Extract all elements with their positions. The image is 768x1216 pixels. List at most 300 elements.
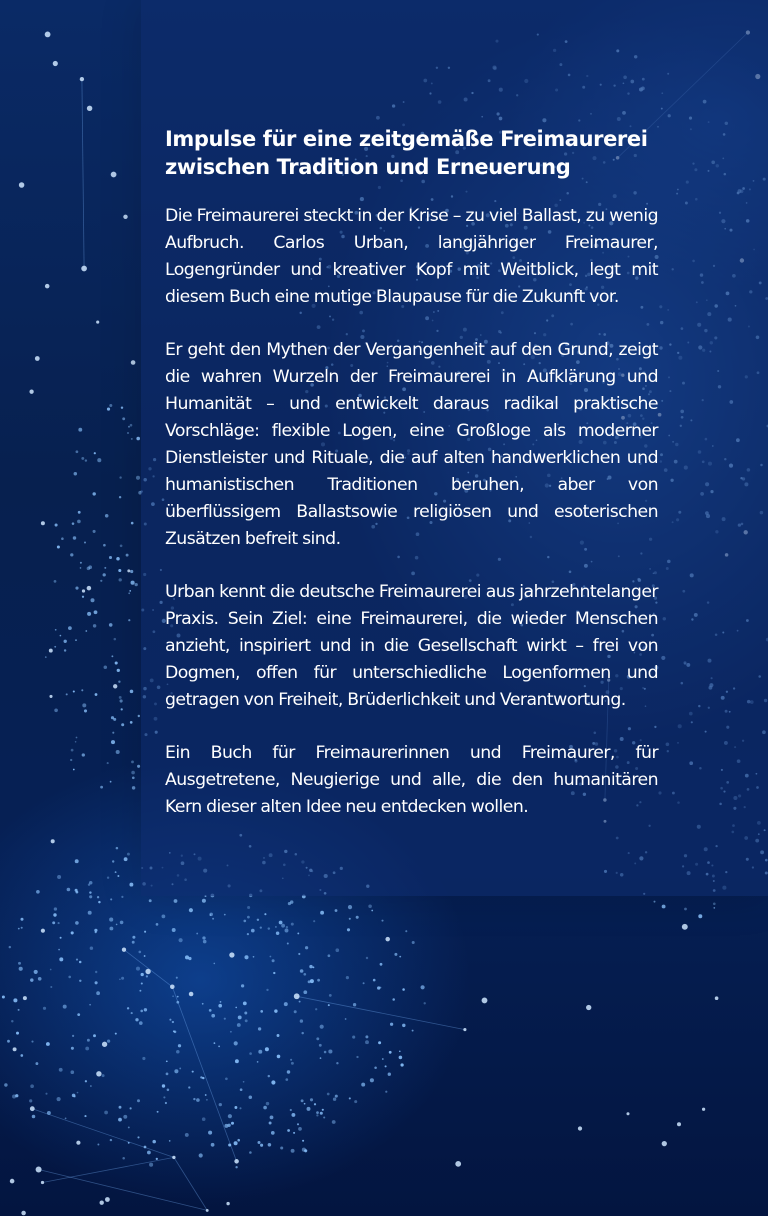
network-dot	[90, 946, 93, 949]
network-dot	[92, 492, 95, 495]
network-dot	[95, 693, 98, 696]
network-dot	[260, 926, 262, 928]
network-dot	[131, 581, 135, 585]
network-dot	[136, 437, 140, 441]
network-dot	[81, 457, 84, 460]
network-dot	[302, 1140, 304, 1142]
network-dot	[257, 1141, 260, 1144]
network-dot	[251, 929, 255, 933]
network-dot	[45, 1093, 47, 1095]
network-dot	[271, 1131, 275, 1135]
network-node	[21, 1211, 26, 1216]
network-dot	[346, 976, 349, 979]
network-dot	[247, 916, 250, 919]
network-dot	[290, 900, 293, 903]
network-dot	[294, 1010, 297, 1013]
network-dot	[129, 590, 131, 592]
network-dot	[11, 1020, 13, 1022]
network-dot	[128, 619, 130, 621]
network-dot	[281, 924, 285, 928]
network-dot	[156, 923, 159, 926]
network-dot	[269, 956, 271, 958]
network-dot	[75, 921, 79, 925]
network-dot	[50, 969, 52, 971]
network-line	[43, 1157, 174, 1182]
network-node	[482, 997, 488, 1003]
network-dot	[118, 1118, 122, 1122]
network-dot	[293, 1132, 295, 1134]
network-dot	[211, 1143, 215, 1147]
network-node	[455, 1161, 461, 1167]
network-dot	[224, 1018, 226, 1020]
network-dot	[55, 523, 58, 526]
network-node	[80, 77, 84, 81]
network-dot	[335, 909, 338, 912]
network-dot	[119, 476, 121, 478]
network-dot	[140, 1010, 143, 1013]
network-dot	[165, 1102, 167, 1104]
network-dot	[388, 1073, 391, 1076]
network-dot	[100, 786, 103, 789]
network-dot	[266, 1102, 269, 1105]
network-dot	[89, 895, 92, 898]
network-dot	[139, 1021, 143, 1025]
network-dot	[176, 1050, 180, 1054]
network-dot	[102, 1074, 105, 1077]
network-dot	[290, 1059, 292, 1061]
network-dot	[85, 630, 87, 632]
network-dot	[121, 977, 124, 980]
network-dot	[213, 963, 215, 965]
network-dot	[230, 1031, 232, 1033]
network-dot	[131, 761, 134, 764]
network-dot	[349, 918, 351, 920]
network-dot	[121, 896, 123, 898]
network-node	[172, 1156, 175, 1159]
network-dot	[2, 995, 5, 998]
network-dot	[19, 967, 23, 971]
network-dot	[228, 1143, 231, 1146]
network-dot	[113, 718, 116, 721]
network-dot	[214, 1042, 216, 1044]
network-dot	[179, 938, 183, 942]
network-dot	[309, 965, 312, 968]
network-dot	[114, 638, 117, 641]
network-dot	[166, 1060, 168, 1062]
network-node	[677, 1122, 681, 1126]
network-dot	[116, 750, 120, 754]
network-node	[41, 521, 45, 525]
network-dot	[20, 918, 23, 921]
headline-line-1: Impulse für eine zeitgemäße Freimaurerei	[165, 127, 648, 151]
network-dot	[249, 1095, 253, 1099]
network-dot	[271, 1080, 275, 1084]
network-dot	[103, 573, 106, 576]
network-dot	[349, 1097, 351, 1099]
network-dot	[38, 977, 42, 981]
network-dot	[320, 911, 324, 915]
network-dot	[137, 1136, 139, 1138]
network-dot	[120, 699, 123, 702]
network-dot	[46, 1042, 50, 1046]
network-node	[45, 32, 51, 38]
network-node	[49, 649, 53, 653]
network-dot	[18, 962, 21, 965]
network-dot	[335, 1095, 338, 1098]
network-dot	[166, 1073, 169, 1076]
network-node	[87, 106, 92, 111]
network-dot	[76, 891, 79, 894]
network-dot	[172, 1021, 174, 1023]
network-dot	[78, 428, 82, 432]
network-dot	[75, 741, 77, 743]
network-dot	[81, 689, 83, 691]
network-dot	[297, 1123, 299, 1125]
network-dot	[224, 914, 226, 916]
network-dot	[328, 1004, 330, 1006]
network-dot	[119, 496, 121, 498]
network-dot	[87, 1039, 90, 1042]
network-dot	[149, 899, 152, 902]
network-dot	[389, 1051, 392, 1054]
network-dot	[373, 979, 376, 982]
network-dot	[119, 1106, 122, 1109]
network-dot	[107, 1039, 110, 1042]
network-dot	[97, 1144, 99, 1146]
network-dot	[95, 981, 98, 984]
network-dot	[18, 928, 20, 930]
network-dot	[58, 949, 60, 951]
network-dot	[144, 1146, 147, 1149]
network-dot	[89, 1004, 91, 1006]
network-dot	[80, 567, 82, 569]
network-line	[124, 950, 172, 987]
network-node	[10, 1179, 15, 1184]
network-dot	[356, 916, 359, 919]
network-dot	[162, 1084, 165, 1087]
network-dot	[291, 1113, 295, 1117]
network-dot	[380, 963, 383, 966]
network-dot	[234, 1106, 237, 1109]
network-node	[131, 360, 136, 365]
network-node	[189, 992, 194, 997]
network-dot	[316, 1111, 319, 1114]
network-dot	[36, 890, 40, 894]
network-dot	[322, 1109, 324, 1111]
network-dot	[52, 921, 55, 924]
network-node	[111, 172, 117, 178]
network-dot	[243, 1081, 245, 1083]
network-dot	[345, 1018, 347, 1020]
network-dot	[32, 1115, 36, 1119]
network-dot	[121, 406, 123, 408]
network-node	[29, 390, 33, 394]
network-dot	[111, 655, 113, 657]
network-dot	[196, 1098, 200, 1102]
network-node	[127, 569, 130, 572]
network-node	[229, 952, 234, 957]
network-dot	[313, 920, 315, 922]
network-dot	[127, 853, 130, 856]
network-dot	[394, 953, 397, 956]
network-dot	[131, 522, 134, 525]
network-dot	[328, 954, 331, 957]
network-dot	[312, 966, 314, 968]
network-dot	[235, 1059, 239, 1063]
network-dot	[654, 901, 656, 903]
network-dot	[347, 928, 350, 931]
network-dot	[228, 1114, 232, 1118]
network-dot	[336, 1062, 338, 1064]
network-dot	[274, 1009, 277, 1012]
network-dot	[206, 1099, 208, 1101]
network-dot	[90, 1085, 92, 1087]
blurb	[165, 125, 658, 847]
network-dot	[144, 931, 146, 933]
network-dot	[310, 1098, 313, 1101]
network-dot	[70, 1070, 74, 1074]
network-dot	[104, 1111, 108, 1115]
network-dot	[136, 967, 140, 971]
network-dot	[110, 781, 112, 783]
network-dot	[67, 888, 71, 892]
network-dot	[75, 859, 79, 863]
network-dot	[169, 1019, 171, 1021]
network-dot	[127, 1007, 129, 1009]
network-dot	[304, 1103, 306, 1105]
network-node	[41, 1181, 44, 1184]
network-dot	[299, 1001, 301, 1003]
network-dot	[305, 946, 308, 949]
network-line	[32, 1109, 174, 1158]
network-dot	[132, 936, 135, 939]
headline	[165, 125, 658, 181]
network-dot	[174, 1069, 178, 1073]
network-dot	[16, 1032, 19, 1035]
network-dot	[225, 1077, 228, 1080]
network-dot	[93, 530, 96, 533]
network-dot	[76, 450, 79, 453]
network-dot	[60, 937, 62, 939]
network-dot	[307, 1107, 311, 1111]
network-dot	[363, 982, 365, 984]
network-dot	[35, 1062, 38, 1065]
paragraph-audience: Ein Buch für Freimaurerinnen und Freimaurer, für Ausgetretene, Neugierige und alle, die den humanitären Kern dieser alten Idee neu entdecken wollen.	[165, 743, 658, 817]
network-dot	[47, 1111, 51, 1115]
network-dot	[54, 646, 56, 648]
network-dot	[405, 930, 407, 932]
network-node	[36, 1167, 42, 1173]
network-dot	[84, 542, 86, 544]
network-node	[113, 684, 117, 688]
network-dot	[96, 991, 100, 995]
network-node	[123, 215, 127, 219]
network-dot	[120, 921, 124, 925]
network-dot	[188, 1086, 190, 1088]
network-dot	[333, 1098, 336, 1101]
network-dot	[77, 1092, 79, 1094]
network-dot	[118, 681, 120, 683]
network-dot	[684, 908, 687, 911]
network-node	[87, 586, 92, 591]
network-dot	[87, 567, 91, 571]
network-dot	[303, 973, 306, 976]
network-dot	[174, 1030, 177, 1033]
network-dot	[129, 883, 133, 887]
network-dot	[130, 570, 133, 573]
network-node	[226, 1202, 229, 1205]
network-dot	[218, 1004, 222, 1008]
network-dot	[243, 920, 246, 923]
network-dot	[280, 1146, 283, 1149]
network-dot	[135, 583, 138, 586]
network-dot	[324, 1051, 327, 1054]
network-dot	[132, 776, 135, 779]
network-line	[174, 1157, 207, 1210]
network-dot	[220, 1001, 222, 1003]
network-dot	[211, 1014, 215, 1018]
network-dot	[124, 857, 128, 861]
network-dot	[348, 905, 352, 909]
network-dot	[85, 459, 87, 461]
network-dot	[176, 1001, 179, 1004]
network-dot	[119, 978, 121, 980]
network-dot	[29, 1099, 32, 1102]
network-dot	[78, 511, 81, 514]
network-dot	[239, 1107, 241, 1109]
network-dot	[79, 961, 82, 964]
network-dot	[50, 986, 52, 988]
network-dot	[172, 995, 174, 997]
network-dot	[268, 1075, 270, 1077]
network-node	[682, 924, 688, 930]
network-dot	[82, 703, 86, 707]
network-dot	[275, 926, 277, 928]
network-dot	[276, 932, 279, 935]
network-dot	[30, 1084, 34, 1088]
network-dot	[301, 1032, 303, 1034]
network-dot	[122, 417, 125, 420]
network-dot	[80, 562, 82, 564]
network-dot	[121, 723, 124, 726]
network-dot	[139, 990, 141, 992]
network-node	[96, 321, 99, 324]
network-dot	[291, 923, 294, 926]
network-dot	[116, 557, 120, 561]
network-dot	[202, 899, 206, 903]
network-dot	[235, 1007, 237, 1009]
network-dot	[79, 980, 81, 982]
network-dot	[100, 580, 102, 582]
network-dot	[237, 1023, 241, 1027]
network-dot	[332, 1120, 336, 1124]
network-dot	[179, 1067, 181, 1069]
network-dot	[356, 1056, 358, 1058]
network-dot	[662, 905, 666, 909]
network-dot	[131, 1012, 133, 1014]
network-dot	[328, 1049, 332, 1053]
network-node	[23, 996, 27, 1000]
network-dot	[18, 1009, 20, 1011]
network-dot	[109, 556, 112, 559]
paragraph-roots: Er geht den Mythen der Vergangenheit auf den Grund, zeigt die wahren Wurzeln der Freimaurerei in Aufklärung und Humanität – und entwickelt daraus radikal praktische Vorschläge: flexible Logen, eine Großloge als moderner Dienstleister und Rituale, die auf alten handwerklichen und humanistischen Traditionen beruhen, aber von überflüssigem Ballastsowie religiösen und esoterischen Zusätzen befreit sind.	[165, 340, 658, 549]
network-dot	[31, 1041, 33, 1043]
network-dot	[209, 1009, 212, 1012]
network-dot	[65, 1118, 67, 1120]
network-dot	[335, 948, 339, 952]
network-dot	[188, 957, 191, 960]
network-dot	[402, 1024, 405, 1027]
network-dot	[94, 610, 98, 614]
network-dot	[240, 1088, 243, 1091]
network-dot	[385, 1091, 387, 1093]
network-dot	[130, 690, 134, 694]
network-dot	[212, 918, 214, 920]
network-dot	[43, 1007, 46, 1010]
network-dot	[272, 959, 275, 962]
network-dot	[109, 918, 113, 922]
network-dot	[132, 786, 135, 789]
network-dot	[192, 1071, 194, 1073]
network-dot	[257, 919, 259, 921]
network-dot	[55, 629, 57, 631]
network-dot	[361, 1083, 365, 1087]
network-dot	[258, 1027, 261, 1030]
paragraph-intro: Die Freimaurerei steckt in der Krise – zu viel Ballast, zu wenig Aufbruch. Carlos Urban, langjähriger Freimaurer, Logengründer und kreativer Kopf mit Weitblick, legt mit diesem Buch eine mutige Blaupause für die Zukunft vor.	[165, 206, 658, 307]
network-dot	[224, 1124, 228, 1128]
network-dot	[352, 1036, 355, 1039]
network-dot	[392, 998, 395, 1001]
network-dot	[157, 1111, 159, 1113]
network-dot	[218, 1046, 220, 1048]
network-dot	[45, 656, 47, 658]
network-dot	[314, 1103, 316, 1105]
network-dot	[128, 426, 130, 428]
network-dot	[257, 1061, 259, 1063]
network-dot	[287, 943, 289, 945]
network-dot	[89, 891, 91, 893]
network-dot	[109, 623, 113, 627]
network-dot	[9, 946, 11, 948]
network-dot	[59, 1068, 63, 1072]
network-dot	[13, 998, 17, 1002]
network-dot	[87, 612, 91, 616]
network-node	[626, 1112, 629, 1115]
network-dot	[71, 749, 74, 752]
network-dot	[84, 1115, 86, 1117]
network-dot	[128, 1142, 130, 1144]
network-dot	[249, 1151, 252, 1154]
network-node	[578, 1126, 582, 1130]
network-dot	[98, 901, 100, 903]
network-dot	[202, 1003, 204, 1005]
network-dot	[253, 956, 255, 958]
network-dot	[135, 1018, 138, 1021]
network-dot	[162, 915, 166, 919]
network-node	[41, 929, 45, 933]
network-line	[297, 996, 465, 1029]
network-dot	[167, 1089, 170, 1092]
network-node	[662, 1141, 667, 1146]
network-dot	[53, 913, 56, 916]
network-dot	[57, 1097, 61, 1101]
network-dot	[64, 649, 66, 651]
network-dot	[107, 408, 110, 411]
network-dot	[323, 1116, 325, 1118]
network-dot	[366, 957, 368, 959]
network-dot	[219, 1103, 222, 1106]
network-node	[463, 1028, 466, 1031]
